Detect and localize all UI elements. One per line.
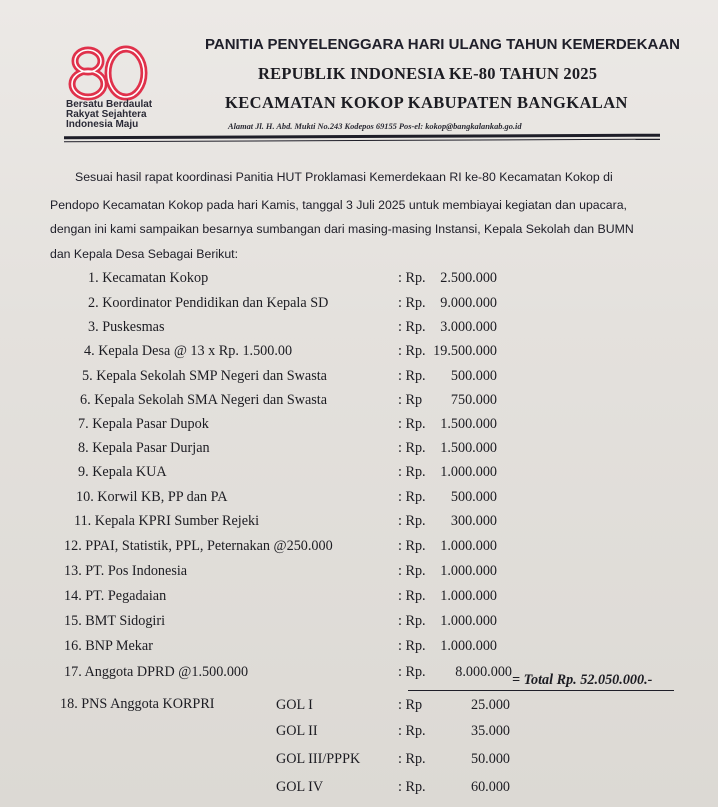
list-item <box>64 664 520 686</box>
item-label: 12. PPAI, Statistik, PPL, Peternakan @250.000 <box>64 538 333 554</box>
currency-prefix: : Rp. <box>398 779 426 795</box>
item-amount: 500.000 <box>450 489 497 505</box>
grade-amount: 50.000 <box>470 751 510 767</box>
currency-prefix: : Rp. <box>398 513 426 529</box>
grade-label: GOL I <box>276 697 313 713</box>
item-label: 7. Kepala Pasar Dupok <box>78 416 209 432</box>
list-item <box>64 613 520 635</box>
intro-line: Sesuai hasil rapat koordinasi Panitia HUT Proklamasi Kemerdekaan RI ke-80 Kecamatan Kokop di <box>75 170 613 184</box>
currency-prefix: : Rp. <box>398 368 426 384</box>
item-amount: 1.000.000 <box>440 464 497 480</box>
item-label: 6. Kepala Sekolah SMA Negeri dan Swasta <box>80 392 328 408</box>
item-amount: 500.000 <box>450 368 497 384</box>
item-label: 1. Kecamatan Kokop <box>88 270 209 286</box>
list-item <box>78 464 520 486</box>
tagline-line: Bersatu Berdaulat <box>66 99 153 110</box>
intro-line: Pendopo Kecamatan Kokop pada hari Kamis, tanggal 3 Juli 2025 untuk membiayai kegiatan dan upacara, <box>50 198 627 212</box>
item-label: 15. BMT Sidogiri <box>64 613 166 629</box>
currency-prefix: : Rp. <box>398 270 426 286</box>
currency-prefix: : Rp <box>398 697 423 713</box>
item-amount: 1.500.000 <box>440 416 497 432</box>
item-label: 17. Anggota DPRD @1.500.000 <box>64 664 249 680</box>
tagline-line: Rakyat Sejahtera <box>66 109 147 120</box>
currency-prefix: : Rp. <box>398 638 426 654</box>
list-item <box>64 563 520 585</box>
logo-tagline <box>66 100 152 130</box>
list-item <box>64 638 520 660</box>
list-item <box>88 295 520 317</box>
currency-prefix: : Rp. <box>398 588 426 604</box>
list-item <box>84 343 520 365</box>
currency-prefix: : Rp. <box>398 563 426 579</box>
list-item <box>64 538 520 560</box>
item-label: 13. PT. Pos Indonesia <box>64 563 188 579</box>
currency-prefix: : Rp. <box>398 538 426 554</box>
grade-amount: 35.000 <box>470 723 510 739</box>
grand-total: = Total Rp. 52.050.000.- <box>512 672 653 688</box>
item-label: 14. PT. Pegadaian <box>64 588 167 604</box>
currency-prefix: : Rp. <box>398 664 426 680</box>
hut-80-logo <box>64 44 164 104</box>
item-amount: 2.500.000 <box>440 270 497 286</box>
currency-prefix: : Rp. <box>398 295 426 311</box>
item-amount: 1.000.000 <box>440 613 497 629</box>
item-label: 16. BNP Mekar <box>64 638 153 654</box>
item-label: 10. Korwil KB, PP dan PA <box>76 489 228 505</box>
letterhead-subtitle: REPUBLIK INDONESIA KE-80 TAHUN 2025 <box>258 64 598 83</box>
item-label: 5. Kepala Sekolah SMP Negeri dan Swasta <box>82 368 327 384</box>
currency-prefix: : Rp <box>398 392 423 408</box>
divider-thin <box>64 139 660 143</box>
list-item <box>88 319 520 341</box>
item-amount: 19.500.000 <box>433 343 497 359</box>
item-amount: 8.000.000 <box>455 664 512 680</box>
currency-prefix: : Rp. <box>398 440 426 456</box>
currency-prefix: : Rp. <box>398 464 426 480</box>
total-underline <box>408 690 674 691</box>
list-item <box>82 368 520 390</box>
list-item <box>74 513 520 535</box>
letterhead-region: KECAMATAN KOKOP KABUPATEN BANGKALAN <box>225 93 628 112</box>
item-label: 8. Kepala Pasar Durjan <box>78 440 210 456</box>
currency-prefix: : Rp. <box>398 416 426 432</box>
item-label: 2. Koordinator Pendidikan dan Kepala SD <box>88 295 329 311</box>
currency-prefix: : Rp. <box>398 489 426 505</box>
grade-amount: 60.000 <box>470 779 510 795</box>
item-label: 11. Kepala KPRI Sumber Rejeki <box>74 513 260 529</box>
grade-label: GOL IV <box>276 779 324 795</box>
item-amount: 1.000.000 <box>440 588 497 604</box>
list-item <box>64 588 520 610</box>
logo-number: 80 <box>64 44 65 45</box>
intro-line: dengan ini kami sampaikan besarnya sumbangan dari masing-masing Instansi, Kepala Sekolah dan BUMN <box>50 222 634 236</box>
currency-prefix: : Rp. <box>398 319 426 335</box>
letterhead-address: Alamat Jl. H. Abd. Mukti No.243 Kodepos 69155 Pos-el: kokop@bangkalankab.go.id <box>228 122 522 131</box>
grade-label: GOL II <box>276 723 318 739</box>
item-amount: 300.000 <box>450 513 497 529</box>
currency-prefix: : Rp. <box>398 751 426 767</box>
item-label: 9. Kepala KUA <box>78 464 167 480</box>
item-amount: 9.000.000 <box>440 295 497 311</box>
currency-prefix: : Rp. <box>398 723 426 739</box>
grade-label: GOL III/PPPK <box>276 751 361 767</box>
item-amount: 3.000.000 <box>440 319 497 335</box>
item-label: 3. Puskesmas <box>88 319 165 335</box>
list-item <box>78 416 520 438</box>
item-label: 4. Kepala Desa @ 13 x Rp. 1.500.00 <box>84 343 293 359</box>
list-item <box>88 270 520 292</box>
list-item <box>80 392 520 414</box>
item-18-label: 18. PNS Anggota KORPRI <box>60 696 215 712</box>
currency-prefix: : Rp. <box>398 613 426 629</box>
tagline-line: Indonesia Maju <box>66 119 139 130</box>
item-amount: 1.000.000 <box>440 538 497 554</box>
item-amount: 750.000 <box>450 392 497 408</box>
letterhead-title: PANITIA PENYELENGGARA HARI ULANG TAHUN KEMERDEKAAN <box>205 36 681 53</box>
currency-prefix: : Rp. <box>398 343 426 359</box>
list-item <box>76 489 520 511</box>
item-amount: 1.500.000 <box>440 440 497 456</box>
item-amount: 1.000.000 <box>440 638 497 654</box>
item-amount: 1.000.000 <box>440 563 497 579</box>
intro-line: dan Kepala Desa Sebagai Berikut: <box>50 247 238 261</box>
grade-amount: 25.000 <box>470 697 510 713</box>
list-item <box>78 440 520 462</box>
